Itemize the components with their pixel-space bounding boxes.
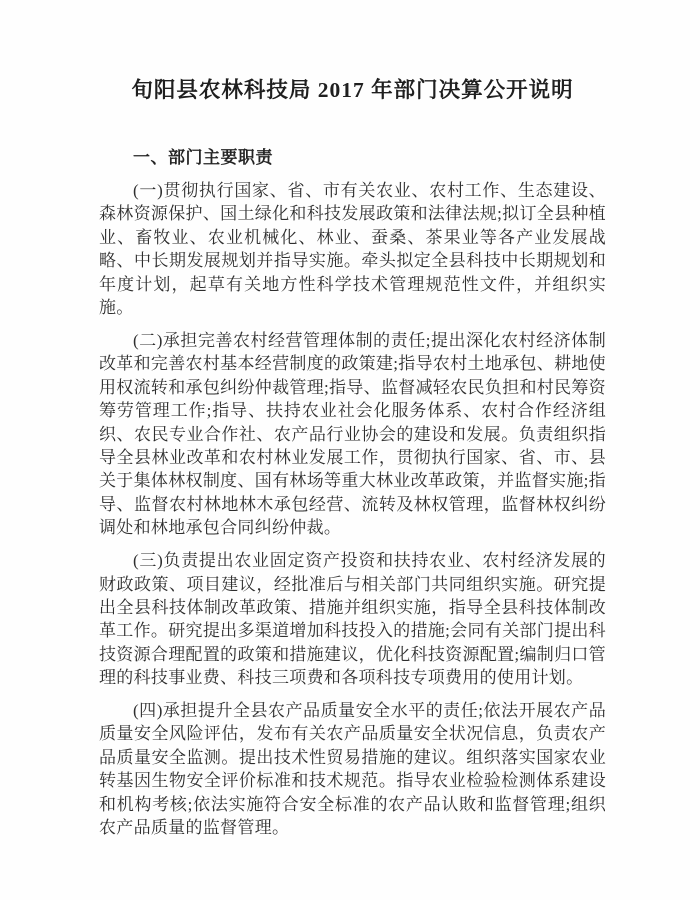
paragraph-duty-4: (四)承担提升全县农产品质量安全水平的责任;依法开展农产品质量安全风险评估，发布有关农产品质量安全状况信息，负责农产品质量安全监测。提出技术性贸易措施的建议。组织落实国家农业转基因生物安全评价标准和技术规范。指导农业检验检测体系建设和机构考核;依法实施符合安全标准的农产品认敗和监督管理;组织农产品质量的监督管理。 [99,701,606,838]
paragraph-duty-1: (一)贯彻执行国家、省、市有关农业、农村工作、生态建设、森林资源保护、国土绿化和科技发展政策和法律法规;拟订全县种植业、畜牧业、农业机械化、林业、蚕桑、茶果业等各产业发展战略、中长期发展规划并指导实施。牵头拟定全县科技中长期规划和年度计划，起草有关地方性科学技术管理规范性文件，并组织实施。 [99,181,606,318]
section-heading-main-duties: 一、部门主要职责 [133,148,273,167]
paragraph-duty-2: (二)承担完善农村经营管理体制的责任;提出深化农村经济体制改革和完善农村基本经营制度的政策建;指导农村土地承包、耕地使用权流转和承包纠纷仲裁管理;指导、监督减轻农民负担和村民筹资筹劳管理工作;指导、扶持农业社会化服务体系、农村合作经济组织、农民专业合作社、农产品行业协会的建设和发展。负责组织指导全县林业改革和农村林业发展工作，贯彻执行国家、省、市、县关于集体林权制度、国有林场等重大林业改革政策，并监督实施;指导、监督农村林地林木承包经营、流转及林权管理，监督林权纠纷调处和林地承包合同纠纷仲裁。 [99,330,606,538]
document-title: 旬阳县农林科技局 2017 年部门决算公开说明 [131,78,574,102]
paragraph-duty-3: (三)负责提出农业固定资产投资和扶持农业、农村经济发展的财政政策、项目建议，经批准后与相关部门共同组织实施。研究提出全县科技体制改革政策、措施并组织实施，指导全县科技体制改革工作。研究提出多渠道增加科技投入的措施;会同有关部门提出科技资源合理配置的政策和措施建议，优化科技资源配置;编制归口管理的科技事业费、科技三项费和各项科技专项费用的使用计划。 [99,551,606,688]
